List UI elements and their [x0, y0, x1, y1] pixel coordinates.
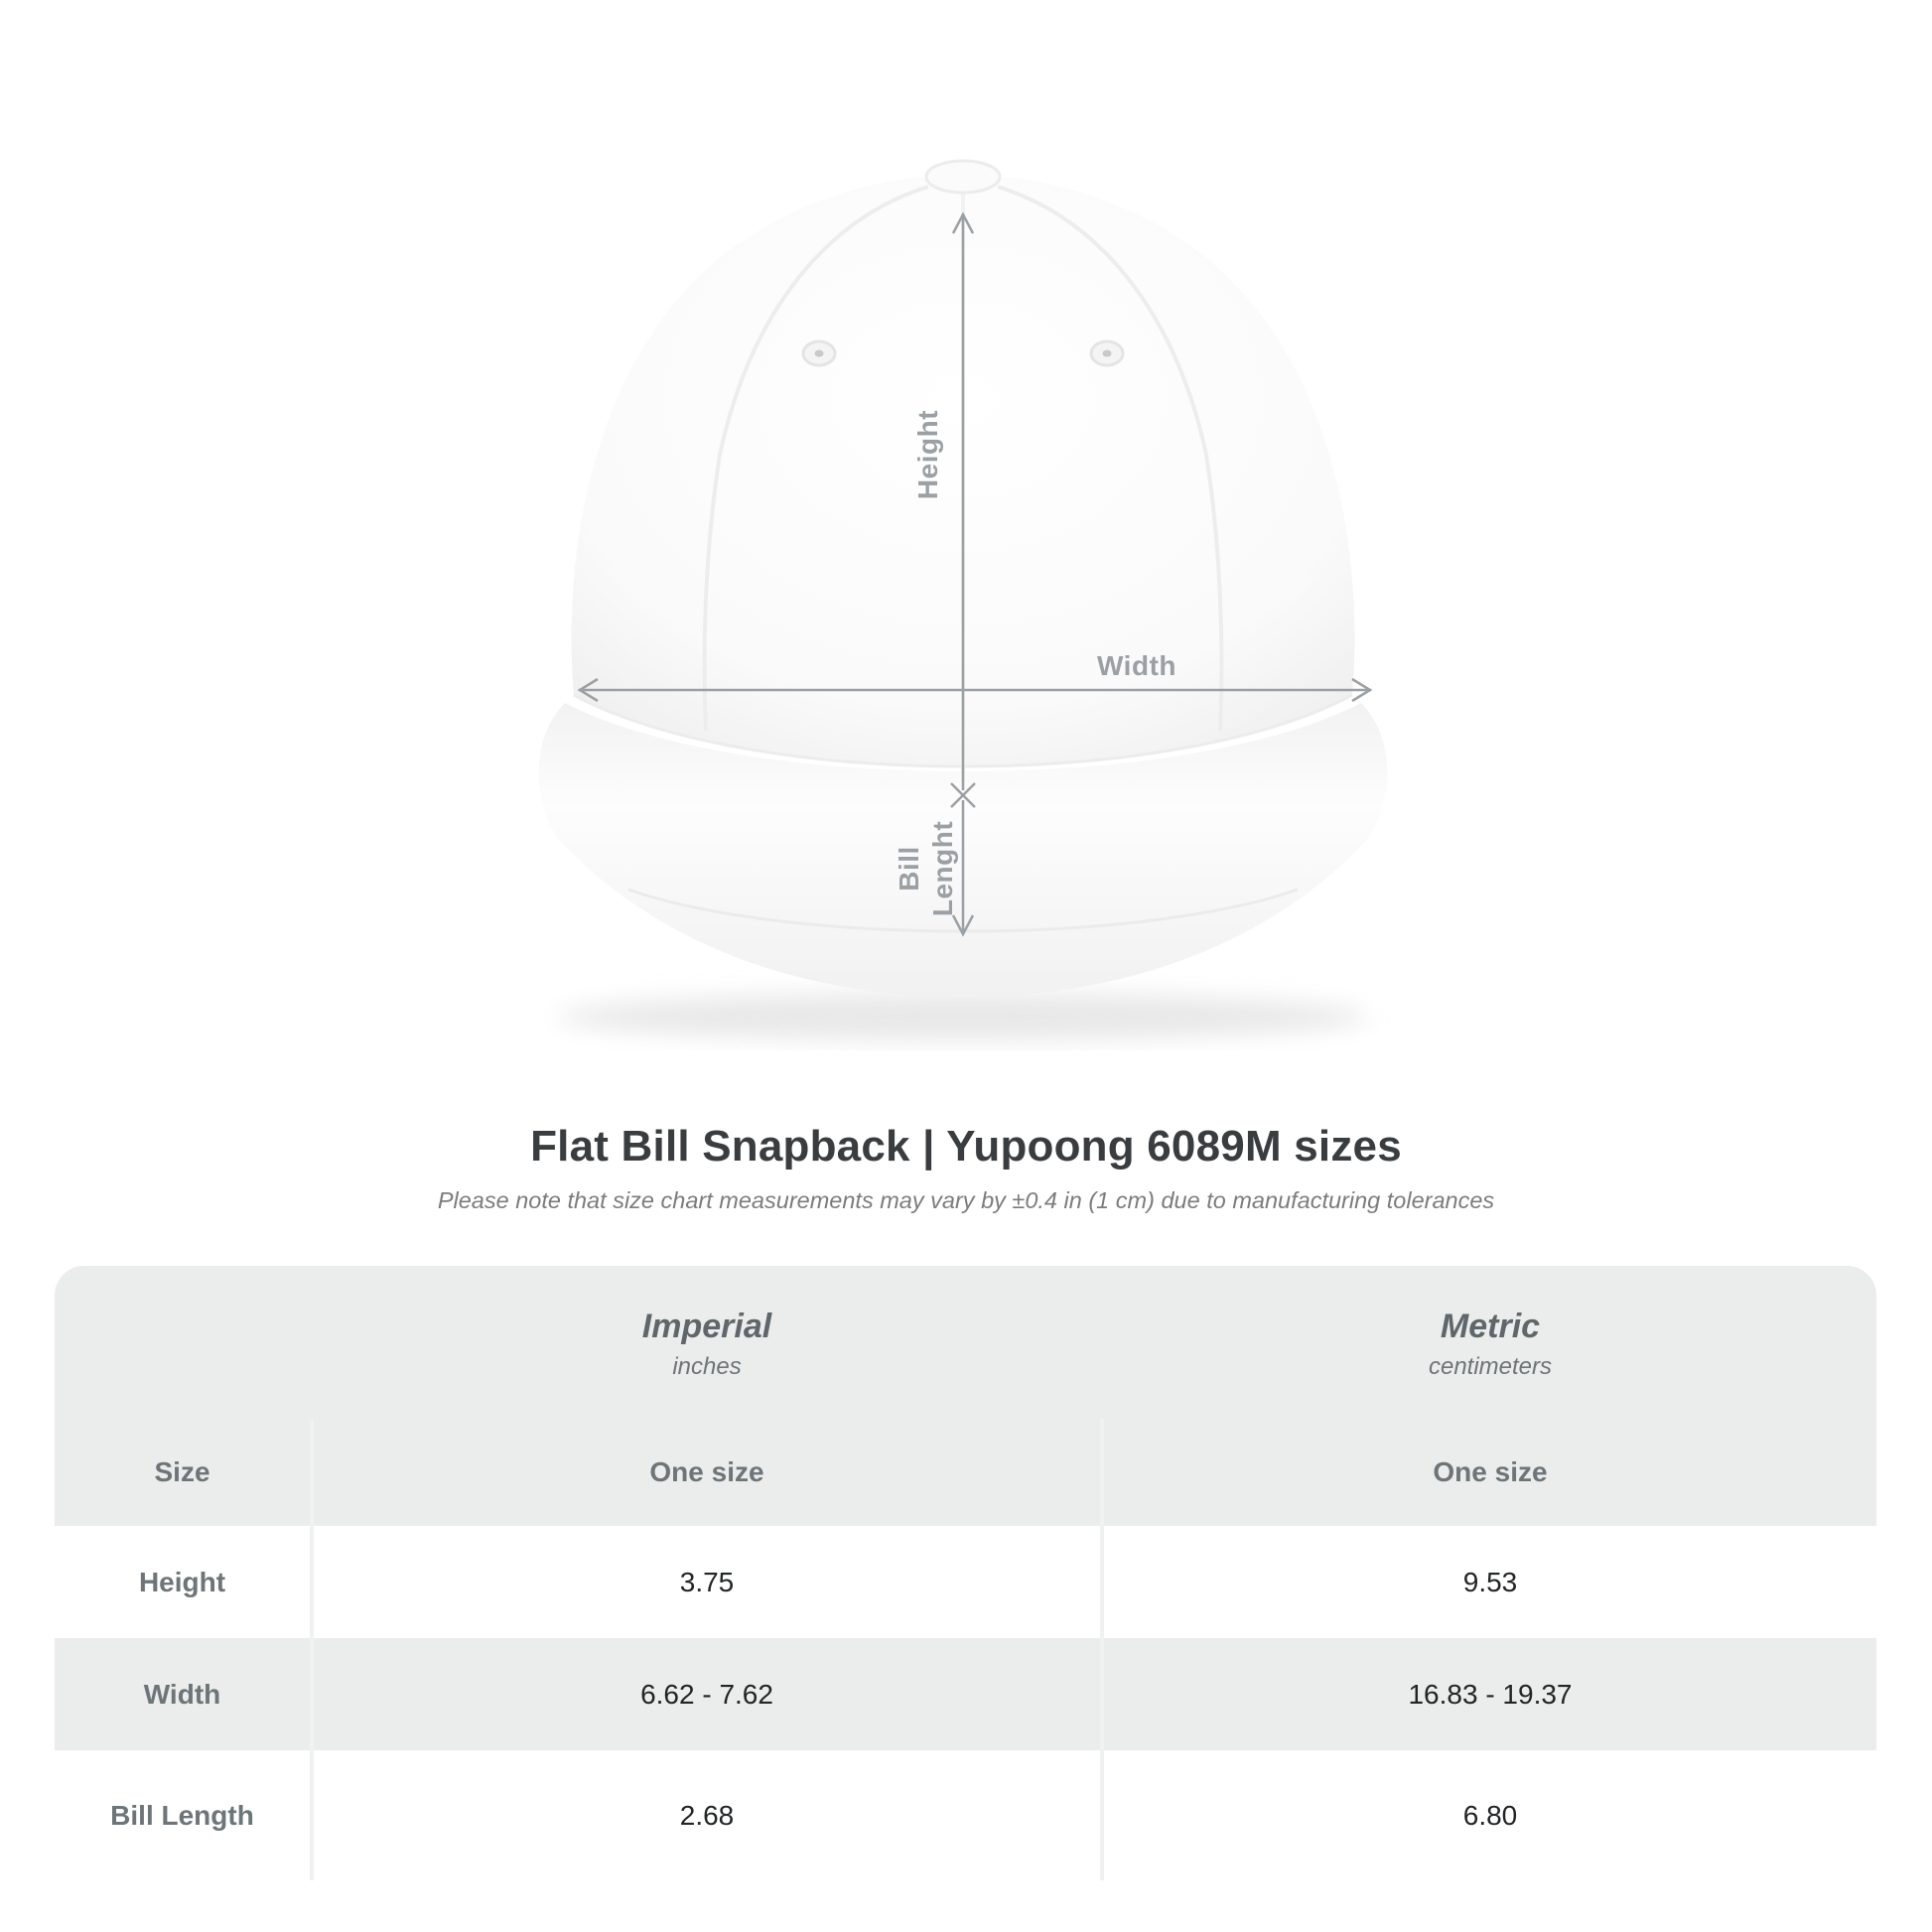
imperial-unit-label: inches	[672, 1353, 742, 1380]
eyelet-left	[803, 342, 835, 365]
eyelet-right	[1091, 342, 1123, 365]
imperial-value: 2.68	[314, 1750, 1100, 1880]
row-label: Size	[55, 1419, 310, 1526]
metric-value: 9.53	[1104, 1526, 1876, 1638]
bill-length-label-line1: Bill	[894, 846, 924, 892]
metric-label: Metric	[1440, 1308, 1541, 1345]
table-row-width	[55, 1638, 1876, 1750]
metric-value: 6.80	[1104, 1750, 1876, 1880]
row-label: Height	[55, 1526, 310, 1638]
table-header	[55, 1266, 1876, 1419]
column-header-metric	[1104, 1266, 1876, 1419]
imperial-value: 3.75	[314, 1526, 1100, 1638]
metric-value: One size	[1104, 1419, 1876, 1526]
column-header-imperial	[314, 1266, 1100, 1419]
size-table	[55, 1266, 1876, 1880]
hat-diagram	[480, 127, 1452, 1050]
height-annotation-label: Height	[912, 409, 943, 500]
hat-illustration	[480, 127, 1452, 1050]
width-annotation-label: Width	[1097, 650, 1176, 681]
metric-unit-label: centimeters	[1428, 1353, 1553, 1380]
row-label: Width	[55, 1638, 310, 1750]
bill-length-label-line2: Lenght	[927, 820, 958, 917]
tolerance-note: Please note that size chart measurements may vary by ±0.4 in (1 cm) due to manufacturing tolerances	[437, 1187, 1495, 1213]
table-row-bill-length	[55, 1750, 1876, 1880]
hat-shadow	[558, 993, 1368, 1040]
header-spacer	[55, 1266, 310, 1419]
table-row-size	[55, 1419, 1876, 1526]
imperial-value: 6.62 - 7.62	[314, 1638, 1100, 1750]
imperial-value: One size	[314, 1419, 1100, 1526]
table-row-height	[55, 1526, 1876, 1638]
row-label: Bill Length	[55, 1750, 310, 1880]
page-title: Flat Bill Snapback | Yupoong 6089M sizes	[530, 1122, 1402, 1171]
imperial-label: Imperial	[641, 1308, 772, 1345]
metric-value: 16.83 - 19.37	[1104, 1638, 1876, 1750]
hat-top-button	[926, 161, 1000, 193]
